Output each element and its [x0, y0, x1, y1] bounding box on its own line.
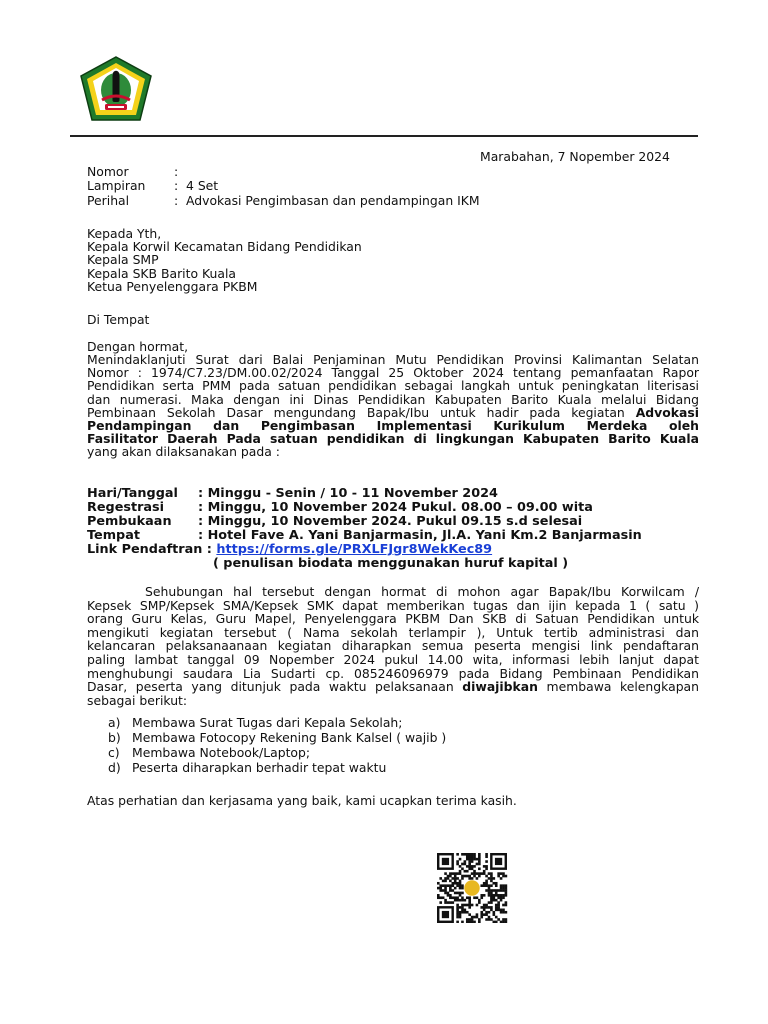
- registration-label: Link Pendaftran :: [87, 542, 212, 557]
- letterhead-divider: [70, 135, 698, 137]
- body-line: orang Guru Kelas, Guru Mapel, Penyelenggara PKBM Dan SKB di Satuan Pendidikan untuk: [87, 611, 699, 627]
- body-line: paling lambat tanggal 09 Nopember 2024 pukul 14.00 wita, informasi lebih lanjut dapat: [87, 651, 699, 667]
- body-line: kelancaran pelaksanaanaan kegiatan diharapkan semua peserta mengisi link pendaftaran: [87, 638, 699, 654]
- event-label: Regestrasi: [87, 500, 165, 515]
- body-text: membawa kelengkapan: [546, 679, 699, 695]
- body-line: sebagai berikut:: [87, 692, 188, 708]
- event-row-venue: [87, 529, 642, 543]
- intro-bold-line: Fasilitator Daerah Pada satuan pendidikan di lingkungan Kabupaten Barito Kuala: [87, 431, 699, 447]
- letter-date: Marabahan, 7 Nopember 2024: [480, 149, 670, 164]
- recipient-place: Di Tempat: [87, 312, 150, 327]
- intro-bold-line: Pendampingan dan Pengimbasan Implementasi Kurikulum Merdeka oleh: [87, 418, 699, 434]
- event-label: Hari/Tanggal: [87, 486, 178, 501]
- intro-bold: Advokasi: [635, 404, 699, 420]
- intro-text: Pembinaan Sekolah Dasar mengundang Bapak/Ibu untuk hadir pada kegiatan: [87, 404, 625, 420]
- regency-crest-icon: [78, 54, 154, 124]
- list-text: Membawa Surat Tugas dari Kepala Sekolah;: [132, 715, 403, 730]
- meta-value: Advokasi Pengimbasan dan pendampingan IKM: [186, 193, 480, 208]
- list-item: [108, 715, 446, 730]
- meta-label: Perihal: [87, 193, 130, 208]
- list-marker: b): [108, 730, 121, 745]
- list-item: [108, 745, 446, 760]
- body-line: menghubungi saudara Lia Sudarti cp. 085246096979 pada Bidang Pembinaan Pendidikan: [87, 665, 699, 681]
- closing-text: Atas perhatian dan kerjasama yang baik, kami ucapkan terima kasih.: [87, 793, 517, 808]
- body-paragraph: [87, 585, 699, 707]
- meta-value: 4 Set: [186, 178, 219, 193]
- event-row-registration: [87, 501, 593, 515]
- registration-note: ( penulisan biodata menggunakan huruf kapital ): [213, 556, 569, 571]
- list-text: Membawa Notebook/Laptop;: [132, 745, 311, 760]
- intro-paragraph: [87, 353, 699, 459]
- registration-link[interactable]: https://forms.gle/PRXLFJgr8WekKec89: [216, 542, 493, 557]
- meta-row-perihal: [87, 194, 480, 207]
- requirements-list: [108, 715, 446, 775]
- intro-line: yang akan dilaksanakan pada :: [87, 444, 280, 460]
- intro-line: Nomor : 1974/C7.23/DM.00.02/2024 Tanggal 25 Oktober 2024 tentang pemanfaatan Rapor: [87, 365, 699, 381]
- body-text: Dasar, peserta yang ditunjuk pada waktu pelaksanaan: [87, 679, 454, 695]
- meta-label: Lampiran: [87, 178, 146, 193]
- recipient-line: Kepala Korwil Kecamatan Bidang Pendidikan: [87, 239, 362, 254]
- event-row-date: [87, 487, 498, 501]
- intro-line: Pendidikan serta PMM pada satuan pendidikan sebagai langkah untuk peningkatan literisasi: [87, 378, 699, 394]
- recipient-salutation: Kepada Yth,: [87, 226, 162, 241]
- event-label: Tempat: [87, 528, 140, 543]
- body-bold: diwajibkan: [462, 679, 538, 695]
- body-line: Sehubungan hal tersebut dengan hormat di mohon agar Bapak/Ibu Korwilcam /: [145, 584, 699, 599]
- intro-line: dan numerasi. Maka dengan ini Dinas Pendidikan Kabupaten Barito Kuala melalui Bidang: [87, 391, 699, 407]
- recipient-line: Kepala SKB Barito Kuala: [87, 266, 236, 281]
- meta-row-lampiran: [87, 179, 218, 192]
- list-marker: a): [108, 715, 121, 730]
- list-marker: c): [108, 745, 120, 760]
- recipient-line: Ketua Penyelenggara PKBM: [87, 279, 258, 294]
- event-value: : Hotel Fave A. Yani Banjarmasin, Jl.A. Yani Km.2 Banjarmasin: [198, 528, 642, 543]
- qr-code-signature-icon: [428, 853, 516, 923]
- body-line: Kepsek SMP/Kepsek SMA/Kepsek SMK dapat memberikan tugas dan ijin kepada 1 ( satu ): [87, 597, 699, 613]
- event-value: : Minggu, 10 November 2024 Pukul. 08.00 – 09.00 wita: [198, 500, 593, 515]
- body-line: mengikuti kegiatan tersebut ( Nama sekolah terlampir ), Untuk tertib administrasi dan: [87, 624, 699, 640]
- event-label: Pembukaan: [87, 514, 172, 529]
- list-item: [108, 760, 446, 775]
- meta-row-nomor: [87, 165, 186, 178]
- intro-line: Menindaklanjuti Surat dari Balai Penjaminan Mutu Pendidikan Provinsi Kalimantan Selatan: [87, 352, 699, 367]
- list-text: Peserta diharapkan berhadir tepat waktu: [132, 760, 387, 775]
- list-marker: d): [108, 760, 121, 775]
- list-item: [108, 730, 446, 745]
- event-value: : Minggu - Senin / 10 - 11 November 2024: [198, 486, 498, 501]
- list-text: Membawa Fotocopy Rekening Bank Kalsel ( wajib ): [132, 730, 447, 745]
- recipient-line: Kepala SMP: [87, 252, 159, 267]
- registration-row: [87, 543, 492, 557]
- body-line: [87, 680, 699, 694]
- meta-colon: :: [174, 193, 179, 208]
- event-value: : Minggu, 10 November 2024. Pukul 09.15 s.d selesai: [198, 514, 583, 529]
- event-row-opening: [87, 515, 582, 529]
- greeting: Dengan hormat,: [87, 339, 189, 354]
- meta-label: Nomor: [87, 164, 129, 179]
- meta-colon: :: [174, 178, 179, 193]
- meta-colon: :: [174, 164, 179, 179]
